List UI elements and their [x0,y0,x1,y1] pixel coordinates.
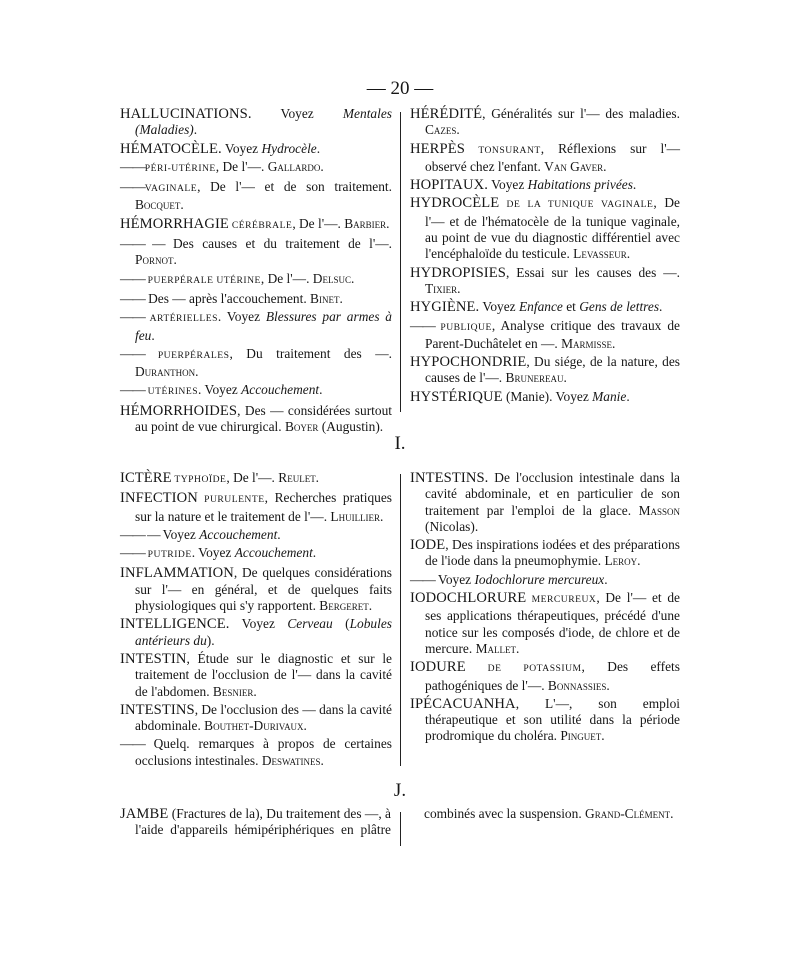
entry-subheading: ARTÉRIELLES [144,313,218,325]
entry-subheading: TONSURANT [464,144,541,156]
page-number: — 20 — [366,78,434,99]
index-entry [120,309,392,344]
entry-text: De l'occlusion intestinale dans la cavité abdominale, et en particulier de son traitement par l'emploi de la glace. [425,470,680,518]
entry-text: . Voyez [217,309,266,325]
index-entry [120,216,392,234]
entry-headword: HOPITAUX. [410,177,488,194]
entry-text-tail: . [632,177,637,193]
entry-text: , De l'occlusion des — dans la cavité abdominale. [135,701,392,734]
entry-text: Voyez [159,526,200,542]
entry-headword: IODE [410,537,446,554]
entry-subheading: PURULENTE [197,494,265,506]
entry-subheading: PUERPÉRALE UTÉRINE [144,274,261,286]
entry-dash: —— [120,545,145,561]
entry-subheading: MERCUREUX [526,594,597,606]
entry-crossref: Gens de lettres [579,299,660,315]
entry-crossref: Habitations privées [527,177,633,193]
entry-headword: INTELLIGENCE. [120,616,230,633]
entry-author: Bouthet-Durivaux. [204,718,307,734]
entry-author: Masson [638,502,680,518]
entry-crossref: Iodochlorure mercureux [474,571,605,587]
index-entry [120,470,392,488]
index-entry [410,195,680,262]
entry-text-tail: ( [332,616,350,632]
index-entry [410,470,680,535]
entry-crossref: Blessures par armes à feu [135,309,392,343]
index-column-h-left [120,106,392,437]
entry-text: Voyez [487,177,528,193]
entry-text: (Fractures de la), Du traitement des —, à l'aide d'appareils hémipériphériques en plâtre combinés avec la suspension. [135,806,586,838]
entry-headword: HÉRÉDITÉ [410,106,483,122]
entry-headword: HYDROCÈLE [410,195,500,212]
index-column-i-right [410,470,680,747]
entry-author: Lhuillier. [330,508,384,524]
entry-crossref: Accouchement [234,545,313,561]
entry-text: Voyez [479,299,519,315]
entry-crossref: Lobules antérieurs du [135,616,392,648]
entry-dash: —— [410,571,435,587]
column-divider [400,474,401,766]
index-entry [410,106,680,139]
index-entry [120,545,392,563]
index-entry [410,696,680,745]
entry-text: . Voyez [191,545,235,561]
index-entry [410,141,680,176]
entry-text: , De l'— et de ses applications thérapeutiques, précédé d'une notice sur les composés d'iode, de chlore et de mercure. [425,590,680,656]
index-entry [120,291,392,307]
entry-text: , Analyse critique des travaux de Parent-Duchâtelet en —. [425,317,681,351]
section-letter-i: I. [394,433,406,454]
section-letter-j: J. [393,780,407,801]
index-entry [120,106,392,139]
entry-headword: INTESTINS [120,701,195,718]
entry-text: Des — après l'accouchement. [144,290,311,306]
entry-author: Besnier. [212,683,257,699]
entry-text-tail: . [193,122,198,138]
entry-author: Bonnassies. [547,677,610,693]
entry-text: , De quelques considérations sur l'— en général, et de quelques faits physiologiques qui s'y rapportent. [135,565,392,614]
entry-text: , L'—, son emploi thérapeutique et son utilité dans la période prodromique du choléra. [425,695,680,744]
index-entry [410,389,680,405]
index-entry [120,702,392,735]
entry-dash: —— [120,345,145,361]
entry-text-tail: . [316,140,321,156]
entry-subheading: PUERPÉRALES [144,349,230,361]
entry-crossref: Cerveau [287,616,333,632]
entry-headword: INFLAMMATION [120,565,234,582]
entry-subheading: PUBLIQUE [434,321,492,333]
entry-text-tail: (Nicolas). [425,518,479,534]
entry-author: Cazes. [425,122,460,138]
entry-text: , Du traitement des —. [229,345,392,361]
entry-headword: HERPÈS [410,140,465,157]
entry-author: Delsuc. [312,270,355,286]
entry-author: Levasseur. [573,246,631,262]
entry-text: , Des inspirations iodées et des préparations de l'iode dans la pneumophymie. [425,537,680,569]
entry-subheading: TYPHOÏDE [171,474,227,485]
entry-subheading: VAGINALE [144,183,198,195]
entry-subheading: CÉRÉBRALE [228,219,293,231]
entry-subheading: DE POTASSIUM [465,663,582,675]
entry-author: Marmisse. [561,335,616,351]
entry-author: Boyer [284,419,319,435]
entry-dash: —— [120,158,145,174]
index-entry [120,236,392,269]
entry-text-tail: . [626,388,630,404]
entry-text: , De l'—. [292,215,345,231]
entry-text: Voyez [221,140,262,156]
index-entry [120,159,392,177]
entry-crossref: Manie [592,388,627,404]
index-entry [120,179,392,214]
index-entry [120,736,392,769]
entry-text: Voyez [434,571,475,587]
index-entry [410,590,680,657]
index-entry [120,271,392,289]
entry-text: , De l'— et de l'hématocèle de la tunique vaginale, au point de vue du diagnostic différentiel avec l'encéphaloïde du testicule. [425,195,680,262]
entry-headword: IODOCHLORURE [410,590,527,607]
entry-author: Leroy. [604,553,641,569]
entry-headword: HYSTÉRIQUE [410,388,503,405]
entry-headword: JAMBE [120,806,169,822]
entry-headword: HÉMATOCÈLE. [120,140,222,157]
index-entry [120,565,392,614]
entry-text: , De l'— et de son traitement. [197,179,392,195]
entry-author: Barbier. [344,215,390,231]
entry-headword: INTESTIN [120,650,187,667]
entry-text: , Du siége, de la nature, des causes de l'—. [425,354,680,386]
entry-text-tail: . [604,571,608,587]
entry-dash: —— [120,179,145,195]
entry-crossref: Hydrocèle [261,140,317,156]
entry-text-tail: . [277,526,281,542]
entry-text-tail: . [312,545,317,561]
entry-subheading: PUTRIDE [144,549,192,561]
entry-text: (Manie). Voyez [502,388,593,404]
entry-text: , De l'—. [226,470,279,485]
entry-dash: —— [410,317,435,333]
entry-dash: —— [120,309,145,325]
entry-author: Binet. [310,290,343,306]
index-entry [120,651,392,700]
entry-crossref: Mentales (Maladies) [135,106,392,138]
entry-author: Bergeret. [319,598,373,614]
entry-author: Grand-Clément. [585,806,674,821]
entry-text-tail: . [659,299,663,315]
entry-crossref: Accouchement [199,526,278,542]
entry-author: Bocquet. [135,197,184,213]
entry-dash: —— [120,290,145,306]
entry-author: Van Gaver. [544,158,607,174]
entry-text-tail: ). [206,632,215,648]
entry-headword: INTESTINS. [410,470,489,486]
entry-headword: IPÉCACUANHA [410,695,516,712]
entry-crossref: Accouchement [241,382,320,398]
index-entry [120,490,392,525]
entry-text-tail: et [562,299,580,315]
entry-author: Gallardo. [267,158,324,174]
entry-headword: HYGIÈNE. [410,299,480,316]
index-entry [120,403,392,436]
entry-author: Deswatines. [261,752,324,768]
entry-text-tail: . [319,382,323,398]
index-entry [410,659,680,694]
entry-text-tail: . [151,327,155,343]
entry-headword: ICTÈRE [120,470,172,486]
index-entry [410,265,680,298]
entry-author: Tixier. [425,280,461,296]
index-entry [120,382,392,400]
entry-text-tail: (Augustin). [318,419,384,435]
index-entry [120,527,392,543]
index-entry [410,299,680,315]
entry-author: Pornot. [135,252,177,268]
index-entry [410,537,680,570]
index-entry [120,141,392,157]
entry-author: Duranthon. [135,364,199,380]
entry-subheading: DE LA TUNIQUE VAGINALE [499,199,654,211]
entry-headword: INFECTION [120,490,198,507]
entry-text: , Généralités sur l'— des maladies. [482,106,680,121]
entry-text: , Étude sur le diagnostic et sur le traitement de l'occlusion de l'— dans la cavité de l'abdomen. [135,650,392,699]
entry-text: , Recherches pratiques sur la nature et le traitement de l'—. [135,490,392,524]
column-divider [400,112,401,412]
entry-headword: HÉMORRHOIDES [120,402,238,419]
entry-dash: —— — [120,526,160,542]
entry-author: Brunereau. [505,370,567,386]
index-entry [120,616,392,649]
entry-headword: HYDROPISIES [410,264,506,281]
index-column-i-left [120,470,392,771]
entry-headword: HÉMORRHAGIE [120,215,229,232]
entry-author: Mallet. [475,640,520,656]
entry-dash: —— [120,382,145,398]
index-entry [410,572,680,588]
entry-author: Pinguet. [560,728,605,744]
entry-dash: —— — [120,236,165,252]
entry-headword: HYPOCHONDRIE [410,354,527,371]
entry-text: , Réflexions sur l'— observé chez l'enfant. [425,140,681,174]
entry-text: , Essai sur les causes des —. [505,264,680,280]
index-column-h-right [410,106,680,407]
entry-dash: —— [120,736,145,752]
column-divider [400,812,401,846]
entry-text: Voyez [251,106,343,121]
entry-text: . Voyez [198,382,242,398]
entry-text: , De l'—. [260,270,313,286]
entry-text: , Des — considérées surtout au point de vue chirurgical. [135,402,392,435]
entry-author: Reulet. [278,470,320,485]
entry-headword: HALLUCINATIONS. [120,106,252,122]
index-entry [410,354,680,387]
entry-headword: IODURE [410,659,466,676]
entry-text: Voyez [229,616,288,632]
index-entry [120,346,392,381]
entry-text: Quelq. remarques à propos de certaines occlusions intestinales. [135,736,392,768]
entry-text: Des causes et du traitement de l'—. [164,236,392,252]
entry-subheading: PÉRI-UTÉRINE [144,162,216,174]
entry-subheading: UTÉRINES [144,386,199,398]
entry-text: , De l'—. [215,158,268,174]
index-entry [410,318,680,353]
entry-crossref: Enfance [518,299,563,315]
index-entry [410,177,680,193]
entry-dash: —— [120,270,145,286]
entry-text: , Des effets pathogéniques de l'—. [425,659,680,693]
